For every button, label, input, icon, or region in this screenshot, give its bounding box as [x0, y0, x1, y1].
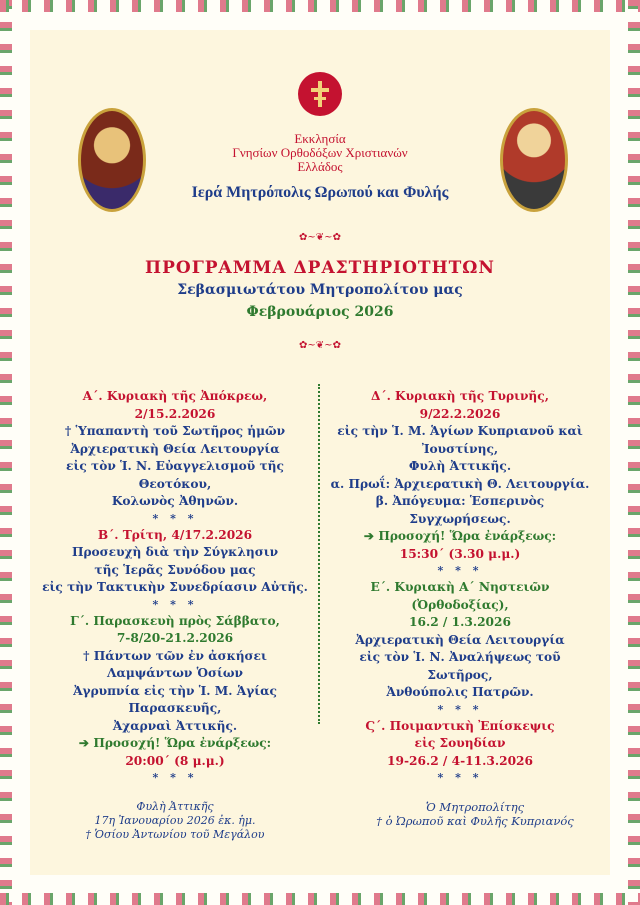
event-e-line: εἰς τὸν Ἱ. Ν. Ἀναλήψεως τοῦ Σωτῆρος,	[359, 650, 561, 682]
event-e-title: Ε΄. Κυριακὴ Α΄ Νηστειῶν (Ὀρθοδοξίας),	[370, 580, 550, 612]
event-b-line: Προσευχὴ διὰ τὴν Σύγκλησιν	[71, 545, 279, 559]
event-a-line: Κολωνὸς Ἀθηνῶν.	[111, 494, 239, 508]
event-e-line: Ἀρχιερατικὴ Θεία Λειτουργία	[355, 632, 565, 647]
title-block	[120, 258, 520, 320]
event-b-line: τῆς Ἱερᾶς Συνόδου μας	[94, 562, 256, 577]
event-d-line: εἰς τὴν Ἱ. Μ. Ἁγίων Κυπριανοῦ καὶ Ἰουστίνης,	[337, 424, 583, 456]
event-c-title: Γ΄. Παρασκευὴ πρὸς Σάββατο,	[70, 613, 280, 628]
footer-signature	[350, 800, 600, 828]
right-column	[325, 388, 595, 786]
event-c-line: Ἀχαρναὶ Ἀττικῆς.	[112, 718, 238, 733]
event-d-line: α. Πρωΐ: Ἀρχιερατικὴ Θ. Λειτουργία.	[330, 476, 590, 491]
event-b-title: Β΄. Τρίτη, 4/17.2.2026	[97, 527, 253, 542]
page-month: Φεβρουάριος 2026	[246, 304, 394, 320]
event-c-line: † Πάντων τῶν ἐν ἀσκήσει Λαμψάντων Ὁσίων	[83, 648, 267, 680]
event-d-note: ➔ Προσοχή! Ὥρα ἐνάρξεως:	[363, 529, 557, 543]
footer-place: Φυλὴ Ἀττικῆς	[136, 800, 214, 813]
event-f-title: Ϛ΄. Ποιμαντικὴ Ἐπίσκεψις	[365, 718, 555, 733]
church-name	[150, 132, 490, 174]
event-a-line: † Ὑπαπαντὴ τοῦ Σωτῆρος ἡμῶν	[64, 424, 286, 438]
event-b-line: εἰς τὴν Τακτικὴν Συνεδρίασιν Αὐτῆς.	[42, 580, 308, 594]
event-c-time: 20:00΄ (8 μ.μ.)	[125, 753, 225, 768]
event-a-date: 2/15.2.2026	[134, 406, 216, 421]
event-f-line: εἰς Σουηδίαν	[414, 736, 506, 750]
church-line2: Γνησίων Ορθοδόξων Χριστιανών	[232, 145, 408, 160]
footer-date: 17η Ἰανουαρίου 2026 ἐκ. ἡμ.	[94, 814, 256, 827]
ornament-icon: ✿~❦~✿	[299, 232, 341, 243]
footer-left	[60, 800, 290, 842]
church-seal-icon	[298, 72, 342, 116]
event-d-line: β. Ἀπόγευμα: Ἑσπερινὸς Συγχωρήσεως.	[375, 494, 545, 526]
event-d-line: Φυλὴ Ἀττικῆς.	[408, 459, 512, 473]
separator-stars: * * *	[152, 511, 198, 525]
event-a-title: Α΄. Κυριακὴ τῆς Ἀπόκρεω,	[82, 389, 268, 403]
page-title: ΠΡΟΓΡΑΜΜΑ ΔΡΑΣΤΗΡΙΟΤΗΤΩΝ	[145, 258, 495, 278]
signature-title: Ὁ Μητροπολίτης	[425, 800, 525, 814]
separator-stars: * * *	[437, 564, 483, 577]
event-d-title: Δ΄. Κυριακὴ τῆς Τυρινῆς,	[371, 389, 549, 403]
separator-stars: * * *	[152, 597, 198, 611]
column-divider	[318, 384, 320, 724]
separator-stars: * * *	[437, 771, 483, 784]
event-f-date: 19-26.2 / 4-11.3.2026	[386, 753, 534, 768]
footer-feast: † Ὁσίου Ἀντωνίου τοῦ Μεγάλου	[85, 828, 265, 841]
metropolis-name: Ιερά Μητρόπολις Ωρωπού και Φυλής	[191, 184, 449, 201]
event-d-time: 15:30΄ (3.30 μ.μ.)	[399, 546, 521, 561]
page-subtitle: Σεβασμιωτάτου Μητροπολίτου μας	[177, 282, 463, 298]
event-a-line: Ἀρχιερατικὴ Θεία Λειτουργία	[70, 441, 280, 456]
event-e-line: Ἀνθούπολις Πατρῶν.	[386, 685, 534, 699]
separator-stars: * * *	[152, 771, 198, 784]
event-c-note: ➔ Προσοχή! Ὥρα ἐνάρξεως:	[78, 736, 272, 750]
event-c-date: 7-8/20-21.2.2026	[116, 631, 234, 645]
event-d-date: 9/22.2.2026	[419, 406, 501, 421]
separator-stars: * * *	[437, 702, 483, 716]
left-column	[40, 388, 310, 786]
event-e-date: 16.2 / 1.3.2026	[409, 615, 511, 629]
event-c-line: Ἀγρυπνία εἰς τὴν Ἱ. Μ. Ἁγίας Παρασκευῆς,	[73, 683, 277, 715]
ornament-icon: ✿~❦~✿	[299, 340, 341, 351]
event-a-line: εἰς τὸν Ἱ. Ν. Εὐαγγελισμοῦ τῆς Θεοτόκου,	[66, 459, 284, 491]
church-line3: Ελλάδος	[297, 159, 343, 174]
church-line1: Εκκλησία	[294, 131, 346, 146]
signature-name: † ὁ Ὠρωποῦ καὶ Φυλῆς Κυπριανός	[376, 814, 574, 828]
